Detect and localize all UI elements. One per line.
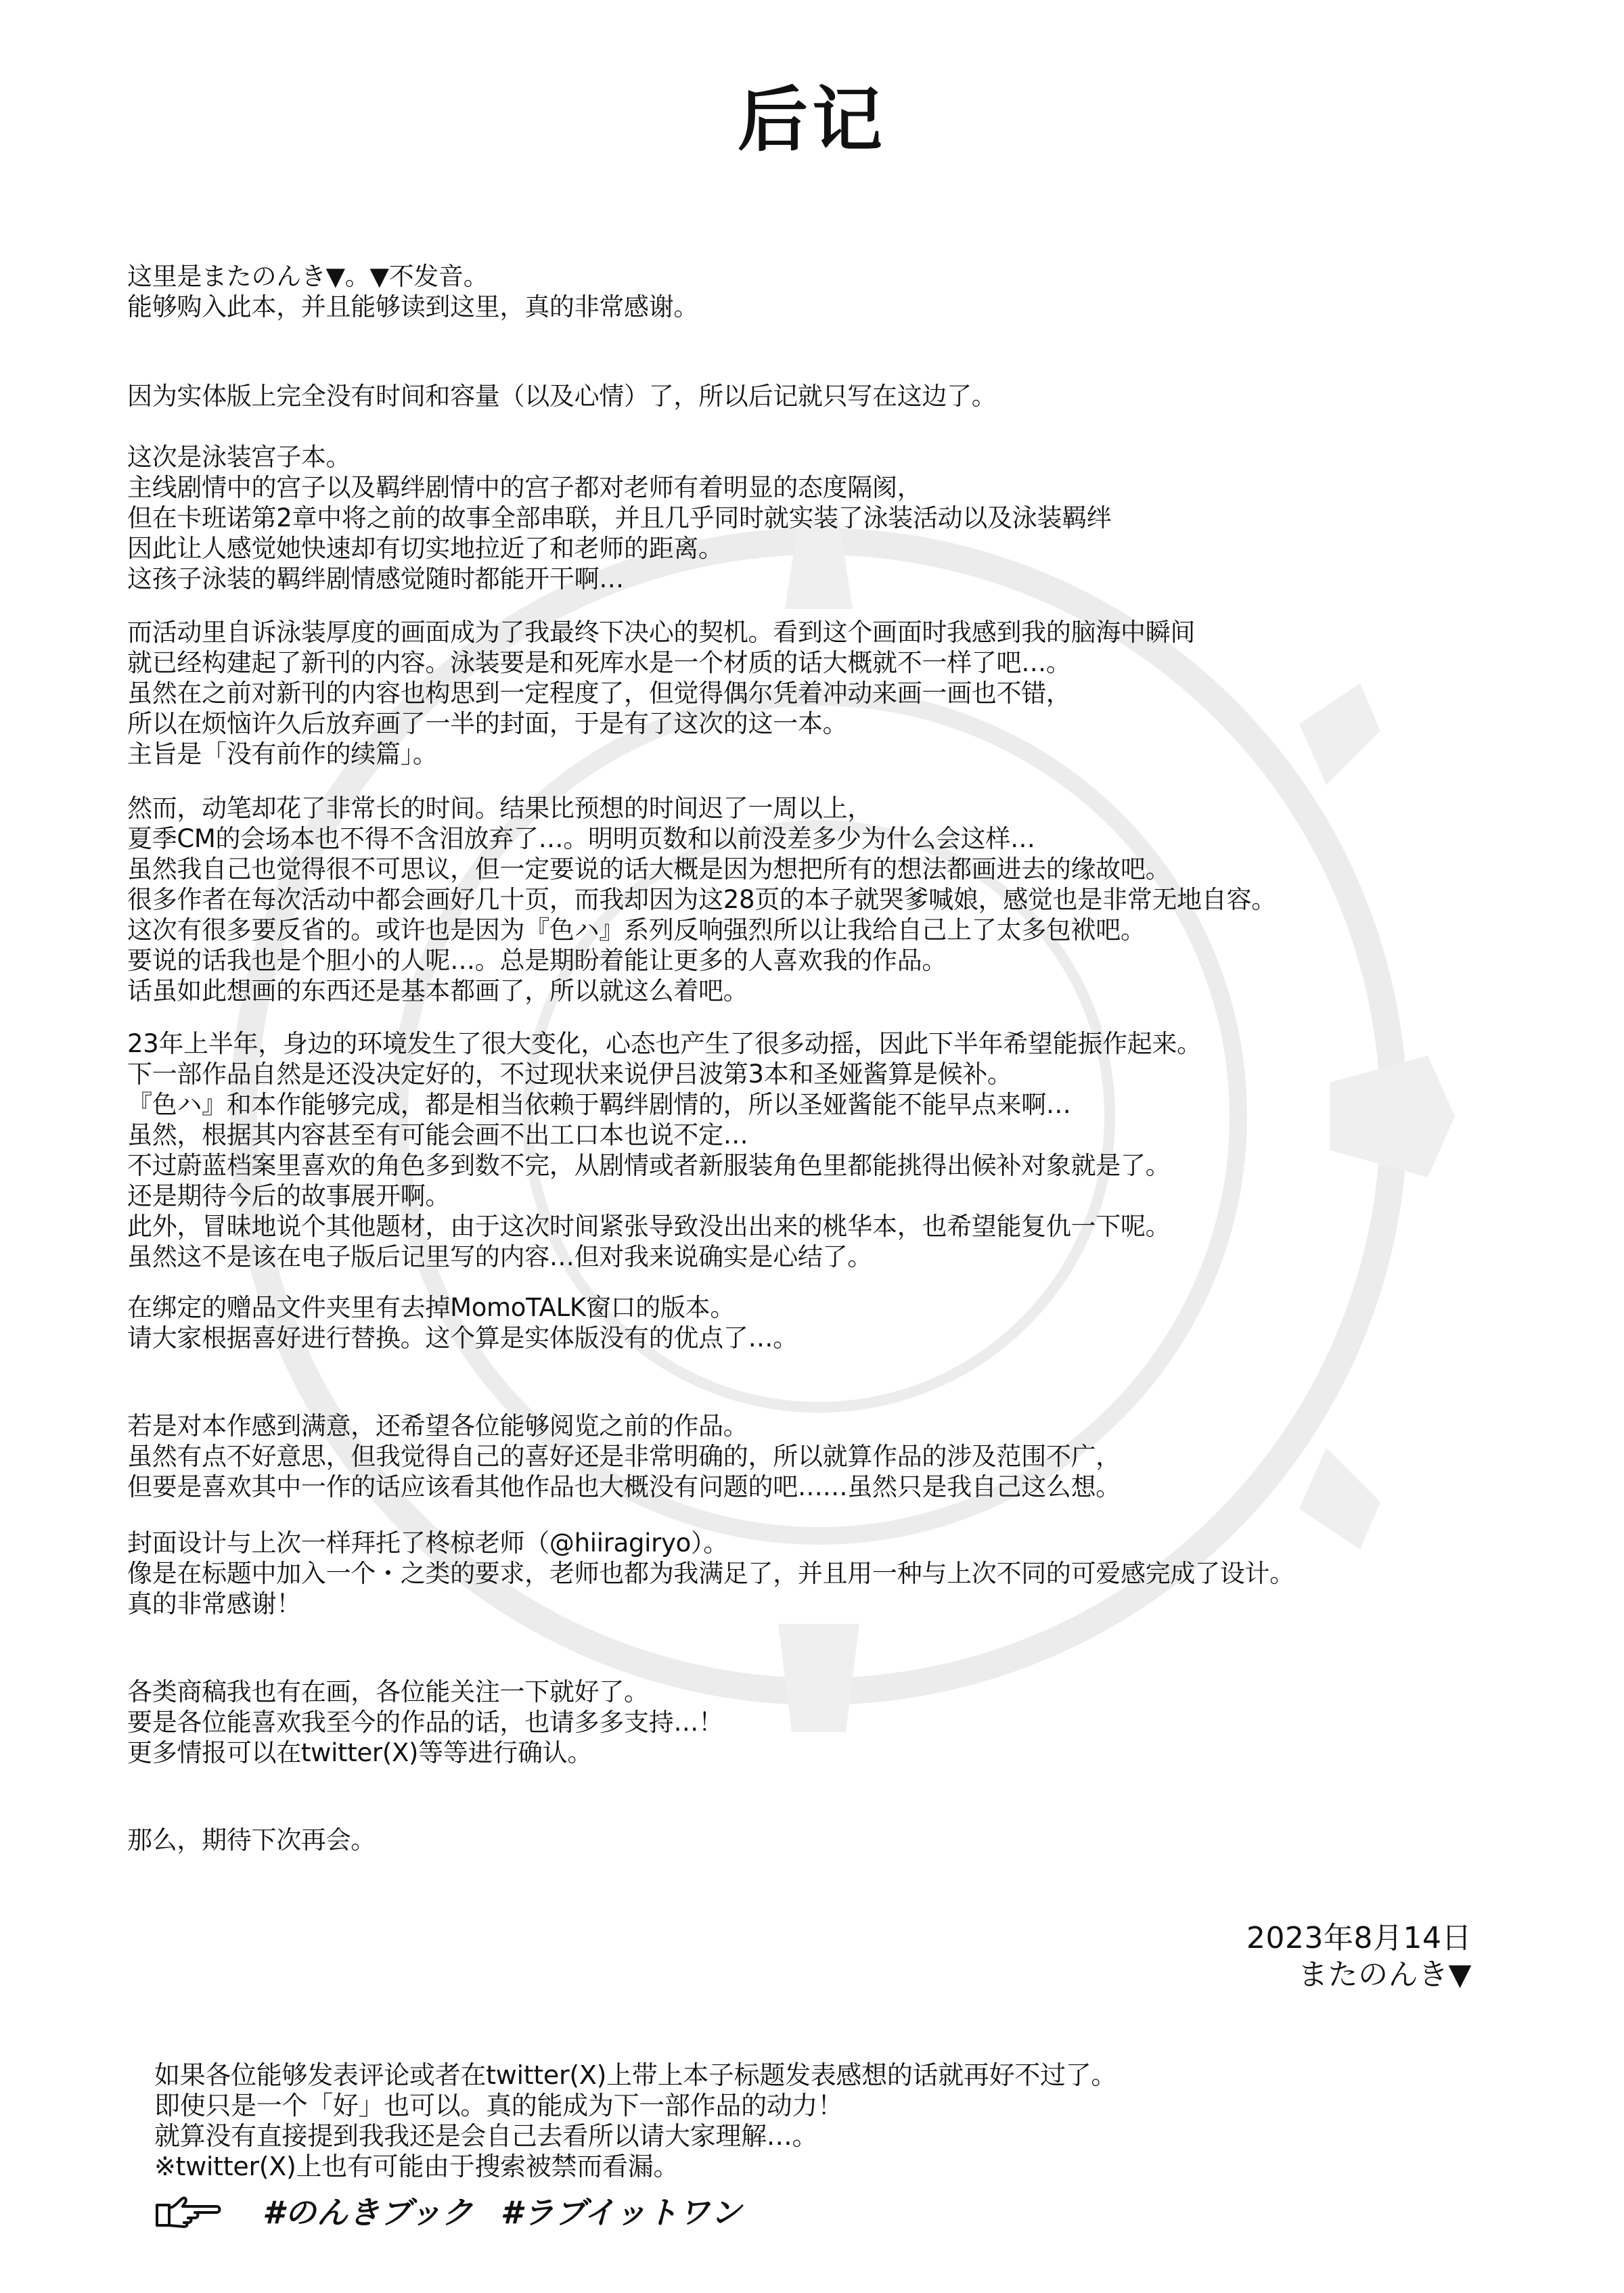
paragraph-reason	[127, 381, 1521, 411]
text-line: 23年上半年，身边的环境发生了很大变化，心态也产生了很多动摇，因此下半年希望能振作起来。	[127, 1029, 1202, 1058]
text-line: 还是期待今后的故事展开啊。	[127, 1181, 451, 1210]
paragraph-previous-works	[127, 1411, 1521, 1502]
text-line: 因为实体版上完全没有时间和容量（以及心情）了，所以后记就只写在这边了。	[127, 382, 997, 411]
text-line: ※twitter(X)上也有可能由于搜索被禁而看漏。	[154, 2152, 679, 2181]
text-line: 这次有很多要反省的。或许也是因为『色ハ』系列反响强烈所以让我给自己上了太多包袱吧。	[127, 915, 1146, 945]
hashtag: #のんきブック	[263, 2194, 474, 2231]
text-line: 下一部作品自然是还没决定好的，不过现状来说伊吕波第3本和圣娅酱算是候补。	[127, 1060, 1012, 1089]
text-line: 这孩子泳装的羁绊剧情感觉随时都能开干啊…	[127, 564, 624, 593]
text-line: 虽然我自己也觉得很不可思议，但一定要说的话大概是因为想把所有的想法都画进去的缘故吧。	[127, 855, 1171, 884]
text-line: 能够购入此本，并且能够读到这里，真的非常感谢。	[127, 292, 699, 321]
text-line: 就算没有直接提到我我还是会自己去看所以请大家理解…。	[154, 2121, 818, 2151]
pointing-hand-icon	[154, 2194, 222, 2231]
text-line: 但在卡班诺第2章中将之前的故事全部串联，并且几乎同时就实装了泳装活动以及泳装羁绊	[127, 503, 1112, 532]
text-line: 封面设计与上次一样拜托了柊椋老师（@hiiragiryo）。	[127, 1528, 728, 1558]
feedback-request	[154, 2060, 1508, 2182]
text-line: 那么，期待下次再会。	[127, 1825, 376, 1855]
text-line: 所以在烦恼许久后放弃画了一半的封面，于是有了这次的这一本。	[127, 709, 848, 738]
text-line: 但要是喜欢其中一作的话应该看其他作品也大概没有问题的吧……虽然只是我自己这么想。	[127, 1472, 1121, 1501]
paragraph-production	[127, 793, 1521, 1006]
text-line: 虽然在之前对新刊的内容也构思到一定程度了，但觉得偶尔凭着冲动来画一画也不错，	[127, 679, 1071, 708]
hashtag: #ラブイットワン	[500, 2194, 742, 2231]
paragraph-farewell	[127, 1825, 1521, 1855]
paragraph-motivation	[127, 617, 1521, 769]
signature	[1246, 1920, 1472, 1993]
text-line: 因此让人感觉她快速却有切实地拉近了和老师的距离。	[127, 534, 723, 563]
text-line: 若是对本作感到满意，还希望各位能够阅览之前的作品。	[127, 1411, 748, 1440]
text-line: 如果各位能够发表评论或者在twitter(X)上带上本子标题发表感想的话就再好不过了。	[154, 2060, 1117, 2090]
text-line: 这次是泳装宫子本。	[127, 442, 351, 472]
text-line: 就已经构建起了新刊的内容。泳装要是和死库水是一个材质的话大概就不一样了吧…。	[127, 648, 1071, 677]
text-line: 不过蔚蓝档案里喜欢的角色多到数不完，从剧情或者新服装角色里都能挑得出候补对象就是了。	[127, 1151, 1171, 1180]
text-line: 夏季CM的会场本也不得不含泪放弃了…。明明页数和以前没差多少为什么会这样…	[127, 824, 1035, 853]
text-line: 在绑定的赠品文件夹里有去掉MomoTALK窗口的版本。	[127, 1293, 736, 1322]
text-line: 这里是またのんき▼。▼不发音。	[127, 262, 489, 291]
text-line: 要说的话我也是个胆小的人呢…。总是期盼着能让更多的人喜欢我的作品。	[127, 946, 947, 975]
paragraph-next-work	[127, 1028, 1521, 1272]
text-line: 真的非常感谢！	[127, 1589, 301, 1618]
text-line: 此外，冒昧地说个其他题材，由于这次时间紧张导致没出出来的桃华本，也希望能复仇一下呢。	[127, 1212, 1171, 1241]
signature-author: またのんき▼	[1298, 1957, 1472, 1992]
text-line: 更多情报可以在twitter(X)等等进行确认。	[127, 1738, 593, 1767]
text-line: 『色ハ』和本作能够完成，都是相当依赖于羁绊剧情的，所以圣娅酱能不能早点来啊…	[127, 1090, 1071, 1119]
text-line: 要是各位能喜欢我至今的作品的话，也请多多支持…！	[127, 1708, 723, 1737]
text-line: 虽然这不是该在电子版后记里写的内容…但对我来说确实是心结了。	[127, 1242, 872, 1271]
signature-date: 2023年8月14日	[1246, 1921, 1472, 1955]
text-line: 请大家根据喜好进行替换。这个算是实体版没有的优点了…。	[127, 1323, 798, 1353]
hashtag-row	[154, 2192, 769, 2233]
paragraph-intro	[127, 261, 1521, 322]
text-line: 各类商稿我也有在画，各位能关注一下就好了。	[127, 1677, 649, 1706]
text-line: 虽然，根据其内容甚至有可能会画不出工口本也说不定…	[127, 1120, 748, 1150]
paragraph-commissions	[127, 1677, 1521, 1768]
paragraph-bonus	[127, 1292, 1521, 1353]
text-line: 主线剧情中的宫子以及羁绊剧情中的宫子都对老师有着明显的态度隔阂，	[127, 473, 922, 502]
text-line: 话虽如此想画的东西还是基本都画了，所以就这么着吧。	[127, 976, 748, 1005]
text-line: 虽然有点不好意思，但我觉得自己的喜好还是非常明确的，所以就算作品的涉及范围不广，	[127, 1442, 1121, 1471]
paragraph-swimsuit	[127, 442, 1521, 594]
text-line: 像是在标题中加入一个・之类的要求，老师也都为我满足了，并且用一种与上次不同的可爱感完成了设计。	[127, 1559, 1294, 1588]
text-line: 然而，动笔却花了非常长的时间。结果比预想的时间迟了一周以上，	[127, 794, 872, 823]
text-line: 很多作者在每次活动中都会画好几十页，而我却因为这28页的本子就哭爹喊娘，感觉也是非常无地自容。	[127, 885, 1276, 914]
text-line: 而活动里自诉泳装厚度的画面成为了我最终下决心的契机。看到这个画面时我感到我的脑海中瞬间	[127, 618, 1196, 647]
paragraph-cover-design	[127, 1528, 1521, 1619]
text-line: 主旨是「没有前作的续篇」。	[127, 740, 438, 769]
text-line: 即使只是一个「好」也可以。真的能成为下一部作品的动力！	[154, 2091, 843, 2120]
page-title: 后记	[737, 78, 886, 161]
